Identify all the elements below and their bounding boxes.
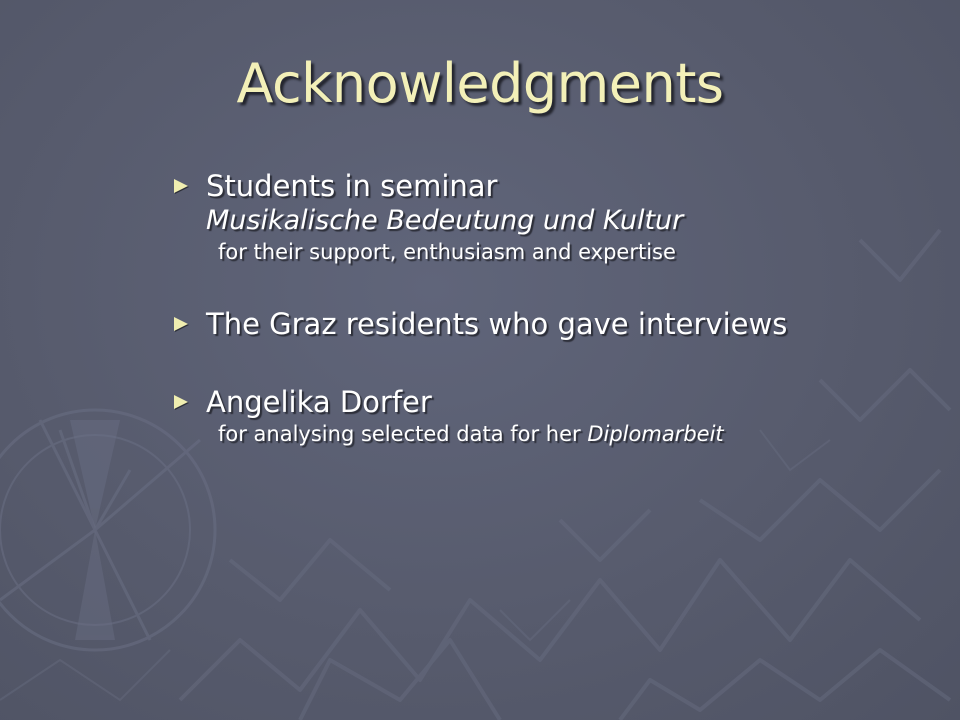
slide-title: Acknowledgments [236,52,724,115]
item-sub-text: for their support, enthusiasm and expertise [218,240,676,264]
item-main-text: The Graz residents who gave interviews [206,307,788,341]
item-sub-prefix: for analysing selected data for her [218,422,588,446]
item-sub-text [206,420,872,448]
list-item [172,384,872,448]
bullet-list [172,168,872,448]
triangle-bullet-icon [174,179,188,193]
item-main-text: Students in seminar [206,169,498,203]
triangle-bullet-icon [174,317,188,331]
list-item [172,168,872,266]
triangle-bullet-icon [174,395,188,409]
item-italic-text: Musikalische Bedeutung und Kultur [206,205,684,236]
item-main-text: Angelika Dorfer [206,385,432,419]
item-sub-italic: Diplomarbeit [587,422,724,446]
list-item [172,306,872,342]
